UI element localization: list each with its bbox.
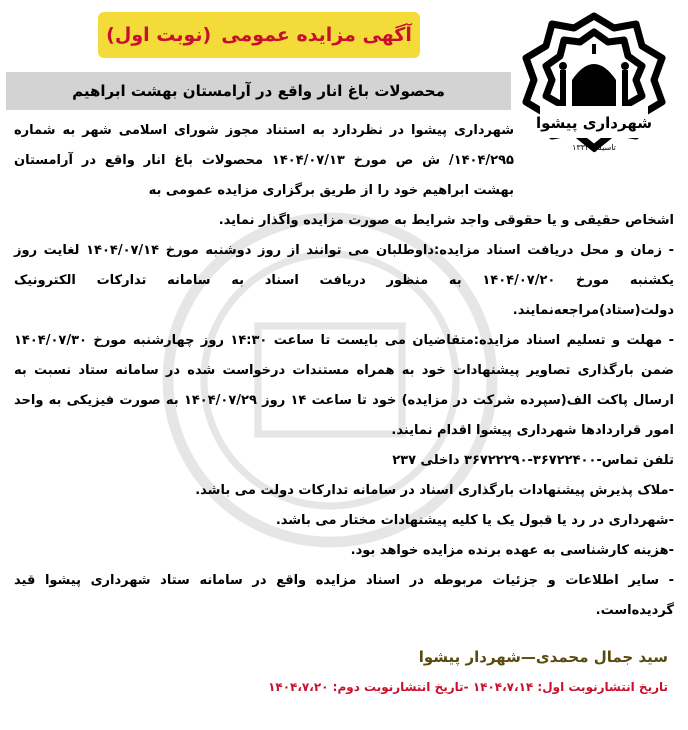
criteria-paragraph: -ملاک پذیرش پیشنهادات بارگذاری اسناد در سامانه تدارکات دولت می باشد. — [195, 483, 674, 498]
intro-paragraph: شهرداری پیشوا در نظردارد به استناد مجوز شورای اسلامی شهر به شماره ۱۴۰۴/۲۹۵/ ش ص مورخ ۱۴۰۴/۰۷/۱۳ محصولات باغ انار واقع در آرامستان بهشت ابراهیم خود را از طریق برگزاری مزایده عمومی به — [14, 123, 514, 198]
documents-time-paragraph: - زمان و محل دریافت اسناد مزایده:داوطلبان می توانند از روز دوشنبه مورخ ۱۴۰۴/۰۷/۱۴ لغایت روز یکشنبه مورخ ۱۴۰۴/۰۷/۲۰ به منظور دریافت اسناد به سامانه تدارکات الکترونیک دولت(ستاد)مراجعه‌نمایند. — [14, 243, 675, 318]
intro-continuation: اشخاص حقیقی و یا حقوقی واجد شرایط به صورت مزایده واگذار نماید. — [218, 213, 674, 228]
logo-text: شهرداری پیشوا — [536, 114, 652, 132]
municipality-logo — [520, 10, 668, 166]
deadline-paragraph: - مهلت و تسلیم اسناد مزایده:متقاضیان می بایست تا ساعت ۱۴:۳۰ روز چهارشنبه مورخ ۱۴۰۴/۰۷/۳۰ ضمن بارگذاری تصاویر پیشنهادات خود به همراه مستندات درخواست شده در سامانه ستاد نسبت به ارسال پاکت الف(سپرده شرکت در مزایده) خود تا ساعت ۱۴ روز ۱۴۰۴/۰۷/۲۹ به صورت فیزیکی به واحد امور قراردادها شهرداری پیشوا اقدام نمایند. — [14, 333, 674, 438]
logo-established: تاسیس ۱۳۳۲ — [572, 143, 616, 152]
cost-paragraph: -هزینه کارشناسی به عهده برنده مزایده خواهد بود. — [350, 543, 674, 558]
notice-title — [98, 12, 420, 58]
other-info-paragraph: - سایر اطلاعات و جزئیات مربوطه در اسناد مزایده واقع در سامانه ستاد شهرداری پیشوا قید گردیده‌است. — [14, 573, 674, 618]
publication-dates: تاریخ انتشارنوبت اول: ۱۴۰۴،۷،۱۴ -تاریخ انتشارنوبت دوم: ۱۴۰۴،۷،۲۰ — [268, 680, 668, 694]
mayor-signature: سید جمال محمدی—شهردار پیشوا — [418, 648, 668, 666]
reject-paragraph: -شهرداری در رد یا قبول یک یا کلیه پیشنهادات مختار می باشد. — [275, 513, 674, 528]
notice-body — [14, 206, 674, 626]
title-text: آگهی مزایده عمومی — [221, 24, 412, 46]
notice-subtitle: محصولات باغ انار واقع در آرامستان بهشت ابراهیم — [6, 72, 511, 110]
phone-paragraph: تلفن تماس-۳۶۷۲۲۴۰۰-۳۶۷۲۲۲۹۰ داخلی ۲۳۷ — [392, 453, 674, 468]
title-round: (نوبت اول) — [106, 24, 212, 46]
